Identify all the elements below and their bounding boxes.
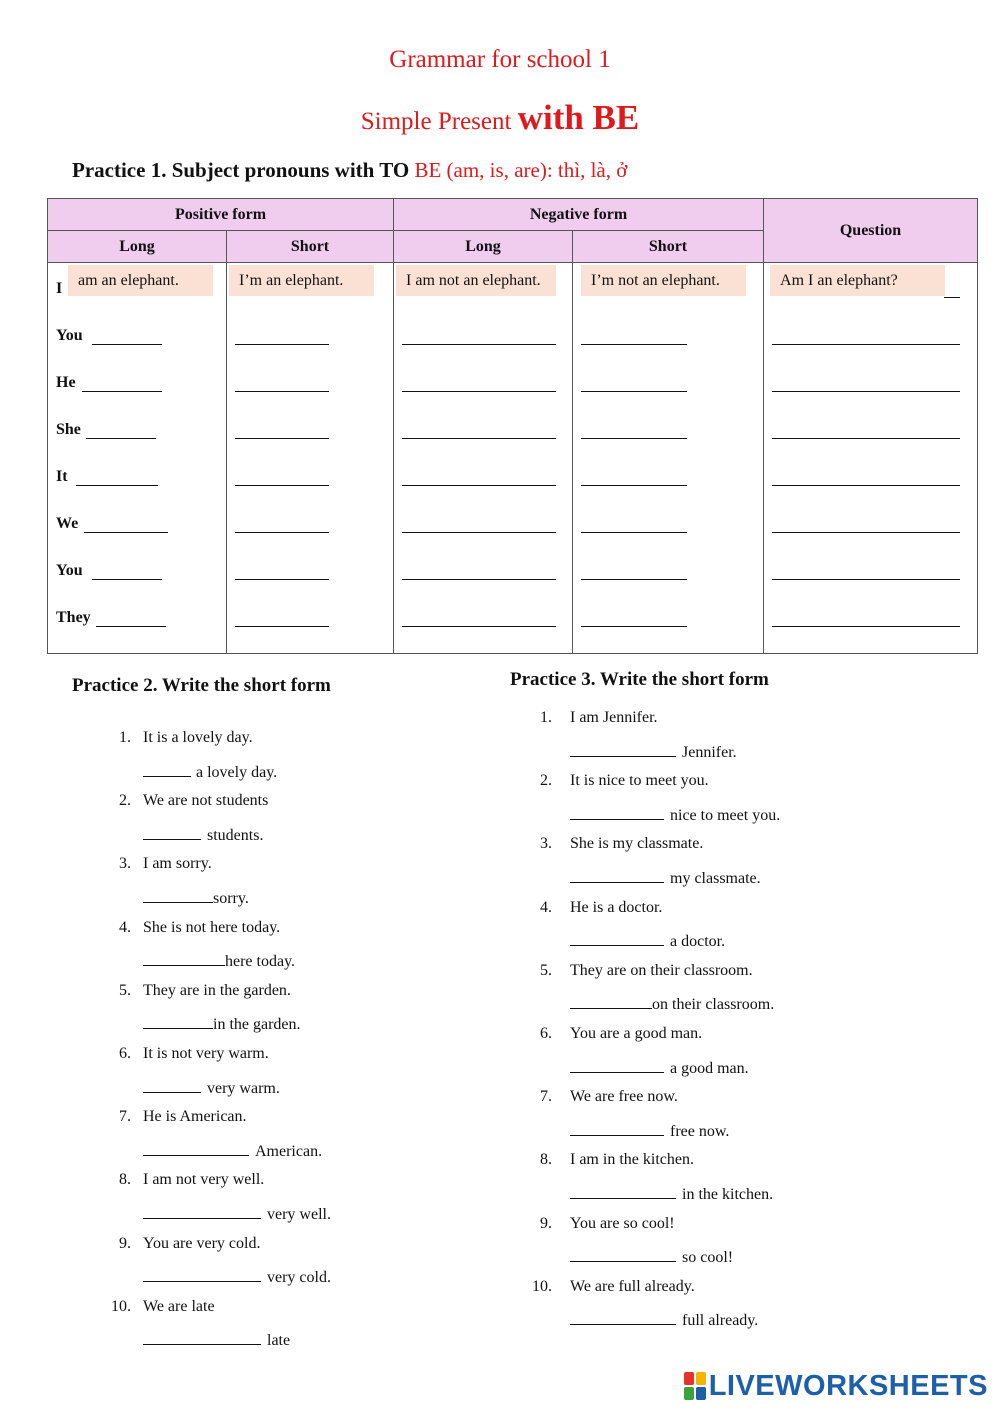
item-number: 3. bbox=[540, 835, 552, 853]
answer-blank[interactable] bbox=[570, 994, 652, 1009]
answer-blank[interactable] bbox=[143, 888, 213, 903]
table-row bbox=[573, 498, 763, 545]
answer-blank[interactable] bbox=[402, 438, 556, 439]
answer-blank[interactable] bbox=[402, 532, 556, 533]
table-row bbox=[227, 545, 393, 592]
pronoun-label: He bbox=[56, 374, 76, 391]
answer-blank[interactable] bbox=[570, 868, 664, 883]
practice1-heading-red: BE (am, is, are): thì, là, ở bbox=[414, 158, 628, 182]
table-row bbox=[573, 592, 763, 639]
answer-blank[interactable] bbox=[86, 438, 156, 439]
practice2-heading: Practice 2. Write the short form bbox=[72, 675, 331, 696]
item-number: 1. bbox=[119, 729, 131, 746]
item-sentence: We are late bbox=[143, 1297, 215, 1315]
answer-blank[interactable] bbox=[772, 485, 960, 486]
answer-blank[interactable] bbox=[772, 438, 960, 439]
example-answer-neg-long: I am not an elephant. bbox=[396, 265, 556, 296]
answer-blank[interactable] bbox=[570, 1184, 676, 1199]
item-number: 10. bbox=[532, 1277, 552, 1295]
answer-blank[interactable] bbox=[772, 579, 960, 580]
table-row bbox=[394, 451, 572, 498]
table-row bbox=[764, 263, 977, 310]
item-number: 8. bbox=[119, 1171, 131, 1189]
worksheet-subtitle bbox=[0, 98, 1000, 138]
item-number: 2. bbox=[540, 772, 552, 790]
answer-blank[interactable] bbox=[82, 391, 162, 392]
table-row bbox=[48, 263, 226, 310]
item-number: 7. bbox=[119, 1108, 131, 1126]
answer-blank[interactable] bbox=[772, 532, 960, 533]
item-sentence: It is a lovely day. bbox=[143, 729, 253, 746]
table-row bbox=[764, 451, 977, 498]
pronoun-label: You bbox=[56, 327, 83, 344]
answer-blank[interactable] bbox=[581, 579, 687, 580]
pronoun-label: We bbox=[56, 515, 79, 532]
item-sentence: She is not here today. bbox=[143, 918, 281, 936]
item-answer-tail: on their classroom. bbox=[652, 996, 775, 1014]
answer-blank[interactable] bbox=[570, 931, 664, 946]
answer-blank[interactable] bbox=[143, 825, 201, 840]
answer-blank[interactable] bbox=[402, 485, 556, 486]
table-row bbox=[764, 357, 977, 404]
answer-blank[interactable] bbox=[235, 344, 329, 345]
table-row bbox=[573, 404, 763, 451]
practice1-heading-main: Practice 1. Subject pronouns with TO bbox=[72, 158, 410, 182]
pronoun-label: She bbox=[56, 421, 81, 438]
item-answer-tail: free now. bbox=[670, 1122, 730, 1140]
item-sentence: I am not very well. bbox=[143, 1171, 265, 1189]
answer-blank[interactable] bbox=[143, 1330, 261, 1345]
table-row bbox=[227, 404, 393, 451]
table-row bbox=[764, 404, 977, 451]
item-number: 8. bbox=[540, 1151, 552, 1169]
answer-blank[interactable] bbox=[235, 579, 329, 580]
pronoun-label: You bbox=[56, 562, 83, 579]
item-number: 5. bbox=[540, 961, 552, 979]
item-number: 10. bbox=[111, 1297, 131, 1315]
column-question bbox=[764, 263, 978, 654]
answer-blank[interactable] bbox=[84, 532, 168, 533]
table-row bbox=[573, 263, 763, 310]
column-negative-long bbox=[394, 263, 573, 654]
table-row bbox=[48, 451, 226, 498]
answer-blank[interactable] bbox=[570, 1058, 664, 1073]
table-row bbox=[394, 310, 572, 357]
item-sentence: They are on their classroom. bbox=[570, 961, 753, 979]
answer-blank[interactable] bbox=[944, 297, 960, 298]
table-row bbox=[48, 357, 226, 404]
answer-blank[interactable] bbox=[143, 762, 191, 777]
item-number: 4. bbox=[540, 898, 552, 916]
table-row bbox=[573, 357, 763, 404]
item-number: 9. bbox=[119, 1234, 131, 1252]
table-row bbox=[764, 545, 977, 592]
table-row bbox=[227, 592, 393, 639]
table-row bbox=[394, 263, 572, 310]
item-answer-tail: late bbox=[267, 1332, 291, 1350]
item-number: 4. bbox=[119, 918, 131, 936]
column-positive-short bbox=[227, 263, 394, 654]
item-number: 9. bbox=[540, 1214, 552, 1232]
item-number: 7. bbox=[540, 1088, 552, 1106]
item-sentence: We are full already. bbox=[570, 1277, 695, 1295]
answer-blank[interactable] bbox=[570, 1121, 664, 1136]
table-row bbox=[394, 357, 572, 404]
item-answer-tail: here today. bbox=[225, 953, 296, 971]
answer-blank[interactable] bbox=[143, 1141, 249, 1156]
answer-blank[interactable] bbox=[570, 1310, 676, 1325]
item-answer-tail: very well. bbox=[267, 1206, 331, 1223]
answer-blank[interactable] bbox=[402, 344, 556, 345]
header-question: Question bbox=[764, 199, 978, 263]
pronoun-table bbox=[47, 198, 978, 654]
header-negative: Negative form bbox=[394, 199, 764, 231]
answer-blank[interactable] bbox=[581, 532, 687, 533]
answer-blank[interactable] bbox=[143, 1267, 261, 1282]
item-answer-tail: sorry. bbox=[213, 890, 249, 907]
item-answer-tail: my classmate. bbox=[670, 870, 761, 887]
item-sentence: He is American. bbox=[143, 1108, 247, 1126]
pronoun-label: I bbox=[56, 280, 63, 297]
header-neg-long: Long bbox=[394, 231, 573, 263]
answer-blank[interactable] bbox=[235, 626, 329, 627]
item-sentence: We are not students bbox=[143, 792, 269, 810]
table-row bbox=[227, 357, 393, 404]
item-answer-tail: Jennifer. bbox=[682, 743, 737, 761]
table-row bbox=[764, 310, 977, 357]
answer-blank[interactable] bbox=[143, 1204, 261, 1219]
answer-blank[interactable] bbox=[581, 485, 687, 486]
item-sentence: I am in the kitchen. bbox=[570, 1151, 694, 1169]
answer-blank[interactable] bbox=[235, 391, 329, 392]
example-answer-pos-short: I’m an elephant. bbox=[229, 265, 374, 296]
answer-blank[interactable] bbox=[143, 1014, 213, 1029]
answer-blank[interactable] bbox=[235, 485, 329, 486]
item-number: 1. bbox=[540, 709, 552, 726]
answer-blank[interactable] bbox=[570, 805, 664, 820]
table-row bbox=[48, 592, 226, 639]
item-answer-tail: a good man. bbox=[670, 1059, 749, 1077]
header-neg-short: Short bbox=[573, 231, 764, 263]
item-answer-tail: full already. bbox=[682, 1312, 759, 1330]
answer-blank[interactable] bbox=[92, 579, 162, 580]
answer-blank[interactable] bbox=[235, 532, 329, 533]
header-positive: Positive form bbox=[48, 199, 394, 231]
item-number: 3. bbox=[119, 855, 131, 873]
item-sentence: You are a good man. bbox=[570, 1025, 703, 1042]
item-sentence: I am sorry. bbox=[143, 855, 212, 873]
item-sentence: I am Jennifer. bbox=[570, 709, 658, 726]
item-answer-tail: very warm. bbox=[207, 1079, 280, 1097]
item-sentence: It is nice to meet you. bbox=[570, 772, 709, 790]
pronoun-label: They bbox=[56, 609, 91, 626]
answer-blank[interactable] bbox=[581, 438, 687, 439]
answer-blank[interactable] bbox=[76, 485, 158, 486]
column-negative-short bbox=[573, 263, 764, 654]
table-row bbox=[227, 498, 393, 545]
table-row bbox=[394, 404, 572, 451]
logo-mark-icon bbox=[684, 1372, 706, 1400]
table-row bbox=[48, 498, 226, 545]
item-sentence: She is my classmate. bbox=[570, 835, 704, 853]
table-row bbox=[394, 545, 572, 592]
header-pos-short: Short bbox=[227, 231, 394, 263]
example-answer-pos-long: am an elephant. bbox=[68, 265, 213, 296]
item-answer-tail: in the garden. bbox=[213, 1016, 301, 1034]
worksheet-title: Grammar for school 1 bbox=[389, 46, 611, 73]
item-answer-tail: a lovely day. bbox=[196, 763, 278, 781]
table-row bbox=[573, 451, 763, 498]
practice1-heading bbox=[72, 158, 627, 183]
answer-blank[interactable] bbox=[143, 951, 225, 966]
item-answer-tail: American. bbox=[255, 1142, 323, 1160]
table-row bbox=[48, 310, 226, 357]
answer-blank[interactable] bbox=[772, 391, 960, 392]
item-number: 6. bbox=[119, 1045, 131, 1062]
answer-blank[interactable] bbox=[402, 579, 556, 580]
item-answer-tail: very cold. bbox=[267, 1269, 331, 1287]
answer-blank[interactable] bbox=[772, 626, 960, 627]
answer-blank[interactable] bbox=[235, 438, 329, 439]
answer-blank[interactable] bbox=[92, 344, 162, 345]
answer-blank[interactable] bbox=[402, 391, 556, 392]
item-number: 5. bbox=[119, 981, 131, 999]
subtitle-small: Simple Present bbox=[360, 108, 512, 135]
answer-blank[interactable] bbox=[96, 626, 166, 627]
item-answer-tail: nice to meet you. bbox=[670, 806, 781, 824]
table-row bbox=[764, 498, 977, 545]
table-row bbox=[394, 592, 572, 639]
item-number: 6. bbox=[540, 1025, 552, 1042]
item-answer-tail: so cool! bbox=[682, 1249, 734, 1267]
table-row bbox=[573, 310, 763, 357]
item-sentence: He is a doctor. bbox=[570, 898, 663, 916]
item-answer-tail: in the kitchen. bbox=[682, 1186, 774, 1203]
pronoun-label: It bbox=[56, 468, 68, 485]
answer-blank[interactable] bbox=[143, 1078, 201, 1093]
table-row bbox=[764, 592, 977, 639]
item-answer-tail: a doctor. bbox=[670, 933, 726, 951]
table-row bbox=[394, 498, 572, 545]
table-row bbox=[227, 310, 393, 357]
header-pos-long: Long bbox=[48, 231, 227, 263]
answer-blank[interactable] bbox=[402, 626, 556, 627]
answer-blank[interactable] bbox=[581, 344, 687, 345]
item-sentence: You are very cold. bbox=[143, 1234, 261, 1252]
practice3-heading: Practice 3. Write the short form bbox=[510, 669, 769, 690]
answer-blank[interactable] bbox=[581, 626, 687, 627]
item-answer-tail: students. bbox=[207, 826, 264, 844]
table-row bbox=[48, 545, 226, 592]
table-row bbox=[227, 263, 393, 310]
table-row bbox=[48, 404, 226, 451]
example-answer-question: Am I an elephant? bbox=[770, 265, 945, 296]
example-answer-neg-short: I’m not an elephant. bbox=[581, 265, 746, 296]
item-sentence: They are in the garden. bbox=[143, 981, 291, 999]
liveworksheets-logo bbox=[684, 1370, 988, 1402]
table-row bbox=[573, 545, 763, 592]
subtitle-big: with BE bbox=[517, 98, 640, 137]
table-row bbox=[227, 451, 393, 498]
item-sentence: You are so cool! bbox=[570, 1214, 675, 1232]
answer-blank[interactable] bbox=[581, 391, 687, 392]
answer-blank[interactable] bbox=[570, 742, 676, 757]
answer-blank[interactable] bbox=[772, 344, 960, 345]
item-number: 2. bbox=[119, 792, 131, 810]
column-positive-long bbox=[48, 263, 227, 654]
logo-text: LIVEWORKSHEETS bbox=[708, 1369, 988, 1402]
item-sentence: It is not very warm. bbox=[143, 1045, 269, 1062]
item-sentence: We are free now. bbox=[570, 1088, 678, 1106]
answer-blank[interactable] bbox=[570, 1247, 676, 1262]
